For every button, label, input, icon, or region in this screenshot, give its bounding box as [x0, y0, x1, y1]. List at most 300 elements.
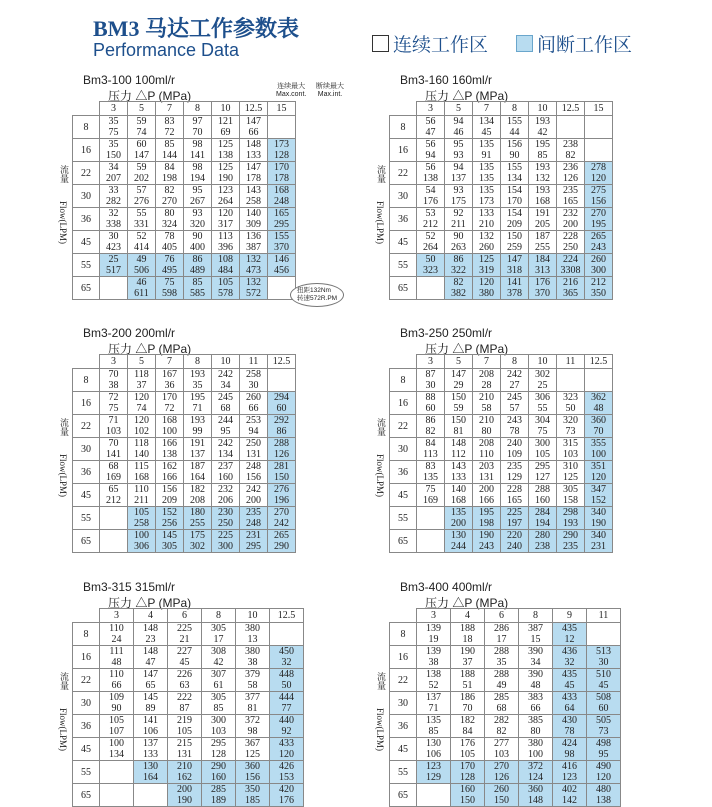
- table-cell: [268, 438, 296, 461]
- speed-value: 34: [220, 380, 231, 391]
- speed-value: 240: [507, 541, 522, 552]
- table-cell: [268, 139, 296, 162]
- table-cell: [445, 415, 473, 438]
- flow-value: 65: [390, 277, 417, 300]
- table-cell: [585, 484, 613, 507]
- speed-value: 81: [453, 426, 464, 437]
- table-cell: [529, 185, 557, 208]
- table-cell: [587, 692, 621, 715]
- speed-value: 378: [507, 288, 522, 299]
- torque-value: 242: [218, 369, 233, 380]
- speed-value: 70: [593, 426, 604, 437]
- table-cell: [473, 231, 501, 254]
- table-cell: [585, 185, 613, 208]
- table-cell: [268, 231, 296, 254]
- table-cell: [529, 116, 557, 139]
- speed-value: 211: [451, 219, 466, 230]
- speed-value: 75: [108, 403, 119, 414]
- flow-axis-label-cn: 流量: [376, 418, 386, 436]
- torque-value: 225: [507, 507, 522, 518]
- speed-value: 160: [211, 772, 226, 783]
- table-cell: [473, 507, 501, 530]
- header-blank: [390, 355, 417, 369]
- pressure-header: 5: [128, 102, 156, 116]
- speed-value: 456: [274, 265, 289, 276]
- torque-value: 440: [279, 715, 294, 726]
- table-row: [390, 392, 613, 415]
- torque-value: 52: [136, 231, 147, 242]
- table-cell: [519, 761, 553, 784]
- table-cell: [236, 646, 270, 669]
- table-cell: [501, 185, 529, 208]
- speed-value: 66: [530, 703, 541, 714]
- table-row: [390, 231, 613, 254]
- torque-value: 135: [426, 715, 441, 726]
- table-cell: [134, 738, 168, 761]
- speed-value: 276: [134, 196, 149, 207]
- torque-value: 170: [274, 162, 289, 173]
- table-cell: [240, 139, 268, 162]
- torque-value: 71: [108, 415, 119, 426]
- torque-value: 160: [460, 784, 475, 795]
- table-row: [390, 438, 613, 461]
- table-cell: [100, 162, 128, 185]
- torque-value: 305: [211, 692, 226, 703]
- speed-value: 160: [535, 495, 550, 506]
- speed-value: 166: [162, 472, 177, 483]
- torque-value: 295: [535, 461, 550, 472]
- speed-value: 65: [145, 680, 156, 691]
- torque-value: 147: [143, 669, 158, 680]
- table-cell: [134, 669, 168, 692]
- torque-value: 84: [425, 438, 436, 449]
- pressure-header: 4: [451, 609, 485, 623]
- torque-value: 298: [563, 507, 578, 518]
- legend-intermittent: [516, 30, 632, 57]
- speed-value: 164: [143, 772, 158, 783]
- speed-value: 102: [134, 426, 149, 437]
- torque-value: 87: [425, 369, 436, 380]
- pressure-header: 3: [100, 355, 128, 369]
- torque-value: 105: [134, 507, 149, 518]
- table-cell: [417, 646, 451, 669]
- speed-value: 322: [451, 265, 466, 276]
- table-cell: [557, 369, 585, 392]
- table-cell: [417, 208, 445, 231]
- torque-value: 65: [108, 484, 119, 495]
- torque-value: 154: [507, 208, 522, 219]
- table-cell: [451, 646, 485, 669]
- table-cell: [501, 438, 529, 461]
- table-cell: [184, 507, 212, 530]
- speed-value: 235: [563, 541, 578, 552]
- table-cell: [557, 530, 585, 553]
- torque-value: 145: [162, 530, 177, 541]
- table-row: [390, 646, 621, 669]
- table-row: [73, 692, 304, 715]
- table-cell: [417, 715, 451, 738]
- torque-value: 200: [177, 784, 192, 795]
- speed-value: 129: [426, 772, 441, 783]
- torque-value: 70: [108, 369, 119, 380]
- table-cell: [445, 208, 473, 231]
- torque-value: 225: [177, 623, 192, 634]
- flow-value: 30: [390, 438, 417, 461]
- torque-value: 140: [246, 208, 261, 219]
- torque-value: 76: [164, 254, 175, 265]
- torque-value: 193: [535, 162, 550, 173]
- speed-value: 370: [274, 242, 289, 253]
- table-cell: [529, 461, 557, 484]
- torque-value: 115: [134, 461, 149, 472]
- panel-bm3-160: [375, 73, 693, 299]
- torque-value: 150: [451, 415, 466, 426]
- table-cell: [501, 369, 529, 392]
- torque-value: 60: [136, 139, 147, 150]
- table-cell: [270, 692, 304, 715]
- table-row: [73, 784, 304, 807]
- table-cell: [128, 530, 156, 553]
- speed-value: 60: [276, 403, 287, 414]
- speed-value: 134: [109, 749, 124, 760]
- torque-value: 244: [218, 415, 233, 426]
- torque-value: 210: [177, 761, 192, 772]
- table-cell: [236, 623, 270, 646]
- torque-value: 72: [108, 392, 119, 403]
- table-cell: [485, 761, 519, 784]
- torque-value: 281: [274, 461, 289, 472]
- speed-value: 189: [211, 795, 226, 806]
- table-cell: [585, 116, 613, 139]
- torque-value: 170: [162, 392, 177, 403]
- torque-value: 137: [143, 738, 158, 749]
- torque-value: 148: [143, 623, 158, 634]
- speed-value: 259: [507, 242, 522, 253]
- speed-value: 128: [274, 150, 289, 161]
- header-blank: [390, 609, 417, 623]
- torque-value: 426: [279, 761, 294, 772]
- speed-value: 169: [106, 472, 121, 483]
- table-cell: [417, 438, 445, 461]
- speed-value: 156: [591, 196, 606, 207]
- table-cell: [553, 669, 587, 692]
- table-cell: [128, 231, 156, 254]
- speed-value: 255: [190, 518, 205, 529]
- speed-value: 133: [451, 472, 466, 483]
- torque-value: 173: [274, 139, 289, 150]
- speed-value: 309: [246, 219, 261, 230]
- table-cell: [184, 116, 212, 139]
- torque-value: 498: [596, 738, 611, 749]
- speed-value: 35: [496, 657, 507, 668]
- pressure-header: 9: [553, 609, 587, 623]
- speed-value: 48: [593, 403, 604, 414]
- speed-value: 127: [535, 472, 550, 483]
- speed-value: 598: [162, 288, 177, 299]
- torque-value: 94: [453, 162, 464, 173]
- table-cell: [501, 116, 529, 139]
- table-cell: [270, 623, 304, 646]
- pressure-header: 7: [473, 102, 501, 116]
- speed-value: 198: [479, 518, 494, 529]
- torque-value: 155: [274, 231, 289, 242]
- speed-value: 212: [423, 219, 438, 230]
- table-row: [73, 738, 304, 761]
- torque-value: 193: [535, 116, 550, 127]
- speed-value: 263: [451, 242, 466, 253]
- speed-value: 95: [598, 749, 609, 760]
- torque-value: 258: [246, 369, 261, 380]
- flow-value: 22: [390, 162, 417, 185]
- table-row: [390, 623, 621, 646]
- torque-value: 444: [279, 692, 294, 703]
- pressure-header: 11: [557, 355, 585, 369]
- torque-value: 224: [563, 254, 578, 265]
- speed-value: 23: [145, 634, 156, 645]
- table-cell: [473, 162, 501, 185]
- torque-speed-note: 扭距132Nm 转速572R.PM: [290, 283, 344, 307]
- table-cell: [268, 208, 296, 231]
- table-cell: [557, 231, 585, 254]
- speed-value: 365: [563, 288, 578, 299]
- table-cell: [529, 507, 557, 530]
- table-cell: [268, 415, 296, 438]
- torque-value: 294: [274, 392, 289, 403]
- torque-value: 367: [245, 738, 260, 749]
- speed-value: 73: [598, 726, 609, 737]
- speed-value: 178: [246, 173, 261, 184]
- speed-value: 91: [481, 150, 492, 161]
- torque-value: 195: [535, 139, 550, 150]
- table-cell: [529, 254, 557, 277]
- table-cell: [501, 208, 529, 231]
- speed-value: 85: [537, 150, 548, 161]
- torque-value: 150: [507, 231, 522, 242]
- pressure-axis-label: 压力 △P (MPa): [108, 342, 192, 356]
- table-cell: [529, 139, 557, 162]
- table-cell: [240, 530, 268, 553]
- torque-value: 193: [190, 369, 205, 380]
- pressure-header: 10: [529, 102, 557, 116]
- speed-value: 93: [453, 150, 464, 161]
- torque-value: 83: [425, 461, 436, 472]
- torque-value: 424: [562, 738, 577, 749]
- table-cell: [585, 438, 613, 461]
- table-cell: [585, 530, 613, 553]
- table-cell: [445, 461, 473, 484]
- speed-value: 124: [528, 772, 543, 783]
- speed-value: 94: [248, 426, 259, 437]
- speed-value: 126: [494, 772, 509, 783]
- torque-value: 265: [591, 231, 606, 242]
- torque-value: 137: [426, 692, 441, 703]
- table-cell: [240, 507, 268, 530]
- table-cell: [156, 415, 184, 438]
- speed-value: 35: [192, 380, 203, 391]
- speed-value: 94: [425, 150, 436, 161]
- speed-value: 82: [425, 426, 436, 437]
- torque-value: 94: [453, 116, 464, 127]
- torque-value: 372: [528, 761, 543, 772]
- speed-value: 37: [462, 657, 473, 668]
- table-row: [73, 646, 304, 669]
- torque-value: 260: [494, 784, 509, 795]
- torque-value: 148: [451, 438, 466, 449]
- speed-value: 125: [563, 472, 578, 483]
- speed-value: 414: [134, 242, 149, 253]
- torque-value: 121: [218, 116, 233, 127]
- speed-value: 306: [134, 541, 149, 552]
- torque-value: 147: [507, 254, 522, 265]
- table-cell: [519, 715, 553, 738]
- pressure-header: 15: [585, 102, 613, 116]
- table-cell: [473, 461, 501, 484]
- speed-value: 141: [106, 449, 121, 460]
- pressure-header: 12.5: [270, 609, 304, 623]
- table-cell: [445, 254, 473, 277]
- speed-value: 489: [190, 265, 205, 276]
- table-cell: [451, 715, 485, 738]
- torque-value: 323: [563, 392, 578, 403]
- table-cell: [100, 185, 128, 208]
- table-cell: [473, 139, 501, 162]
- table-cell: [128, 392, 156, 415]
- torque-value: 284: [535, 507, 550, 518]
- speed-value: 59: [453, 403, 464, 414]
- table-cell: [128, 139, 156, 162]
- torque-value: 390: [528, 669, 543, 680]
- table-cell: [240, 369, 268, 392]
- pressure-header: 5: [445, 355, 473, 369]
- speed-value: 100: [528, 749, 543, 760]
- speed-value: 60: [425, 403, 436, 414]
- table-row: [390, 277, 613, 300]
- table-cell: [553, 646, 587, 669]
- table-cell: [100, 692, 134, 715]
- table-cell: [100, 277, 128, 300]
- torque-value: 235: [563, 185, 578, 196]
- table-cell: [417, 692, 451, 715]
- table-cell: [270, 669, 304, 692]
- table-cell: [268, 461, 296, 484]
- speed-value: 313: [535, 265, 550, 276]
- speed-value: 270: [162, 196, 177, 207]
- speed-value: 248: [274, 196, 289, 207]
- speed-value: 152: [591, 495, 606, 506]
- torque-value: 134: [479, 116, 494, 127]
- speed-value: 323: [423, 265, 438, 276]
- table-cell: [212, 415, 240, 438]
- torque-value: 176: [460, 738, 475, 749]
- torque-value: 200: [479, 484, 494, 495]
- torque-value: 300: [535, 438, 550, 449]
- torque-value: 100: [109, 738, 124, 749]
- pressure-header-row: [390, 609, 621, 623]
- table-cell: [168, 761, 202, 784]
- table-cell: [417, 461, 445, 484]
- speed-value: 48: [111, 657, 122, 668]
- table-cell: [529, 162, 557, 185]
- torque-value: 302: [535, 369, 550, 380]
- table-cell: [212, 484, 240, 507]
- speed-value: 129: [507, 472, 522, 483]
- speed-value: 82: [565, 150, 576, 161]
- speed-value: 68: [496, 703, 507, 714]
- speed-value: 585: [190, 288, 205, 299]
- table-cell: [529, 208, 557, 231]
- table-cell: [156, 185, 184, 208]
- speed-value: 25: [537, 380, 548, 391]
- flow-axis-label-en: Flow(LPM): [375, 708, 385, 752]
- torque-value: 105: [218, 277, 233, 288]
- speed-value: 166: [479, 495, 494, 506]
- table-cell: [501, 415, 529, 438]
- speed-value: 169: [423, 495, 438, 506]
- speed-value: 168: [535, 196, 550, 207]
- speed-value: 165: [507, 495, 522, 506]
- table-cell: [236, 692, 270, 715]
- table-cell: [529, 530, 557, 553]
- flow-axis-label-en: Flow(LPM): [375, 201, 385, 245]
- table-cell: [501, 484, 529, 507]
- torque-value: 300: [211, 715, 226, 726]
- torque-value: 188: [460, 623, 475, 634]
- table-cell: [529, 392, 557, 415]
- torque-value: 436: [562, 646, 577, 657]
- torque-value: 237: [218, 461, 233, 472]
- table-cell: [585, 254, 613, 277]
- table-cell: [240, 277, 268, 300]
- speed-value: 126: [563, 173, 578, 184]
- torque-value: 383: [528, 692, 543, 703]
- torque-value: 380: [245, 623, 260, 634]
- table-cell: [501, 461, 529, 484]
- flow-value: 36: [73, 208, 100, 231]
- torque-value: 85: [164, 139, 175, 150]
- table-row: [390, 784, 621, 807]
- speed-value: 380: [479, 288, 494, 299]
- torque-value: 125: [479, 254, 494, 265]
- speed-value: 128: [211, 749, 226, 760]
- torque-value: 82: [453, 277, 464, 288]
- table-cell: [587, 715, 621, 738]
- table-cell: [417, 784, 451, 807]
- table-cell: [485, 784, 519, 807]
- speed-value: 250: [218, 518, 233, 529]
- table-cell: [519, 692, 553, 715]
- torque-value: 340: [591, 530, 606, 541]
- table-cell: [134, 692, 168, 715]
- torque-value: 155: [507, 162, 522, 173]
- speed-value: 103: [494, 749, 509, 760]
- speed-value: 85: [213, 703, 224, 714]
- torque-value: 148: [246, 139, 261, 150]
- legend-continuous-label: 连续工作区: [393, 35, 489, 56]
- table-row: [73, 116, 296, 139]
- torque-value: 130: [143, 761, 158, 772]
- table-cell: [100, 530, 128, 553]
- speed-value: 72: [164, 127, 175, 138]
- speed-value: 30: [598, 657, 609, 668]
- table-row: [73, 208, 296, 231]
- torque-value: 380: [245, 646, 260, 657]
- speed-value: 131: [246, 449, 261, 460]
- table-cell: [156, 254, 184, 277]
- speed-value: 142: [562, 795, 577, 806]
- table-cell: [134, 623, 168, 646]
- table-cell: [553, 623, 587, 646]
- speed-value: 103: [211, 726, 226, 737]
